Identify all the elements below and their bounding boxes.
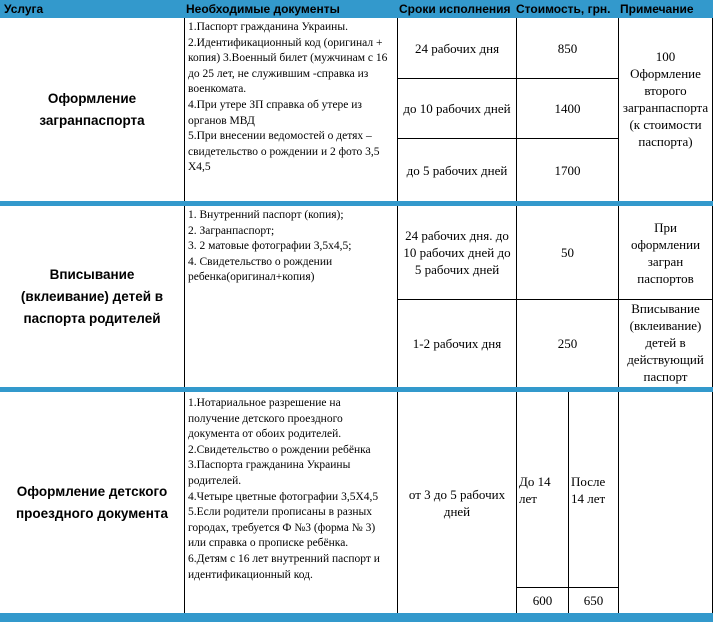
cost-value: 1700 [554, 162, 581, 178]
header-service: Услуга [4, 2, 44, 16]
grid-line [618, 392, 619, 613]
processing-term: 24 рабочих дня. до 10 рабочих дней до 5 рабочих дней [403, 228, 511, 277]
note-text: Вписывание (вклеивание) детей в действующий паспорт [627, 301, 704, 384]
processing-term: 1-2 рабочих дня [412, 336, 502, 351]
cost-value: 850 [557, 40, 578, 56]
cost-value: 650 [583, 593, 604, 608]
header-note: Примечание [620, 2, 694, 16]
section-separator [0, 613, 713, 622]
header-terms: Сроки исполнения [399, 2, 511, 16]
processing-term: 24 рабочих дня [414, 40, 500, 56]
note-text: 100 Оформление второго загранпаспорта (к стоимости паспорта) [622, 49, 709, 149]
service-name: Вписывание (вклеивание) детей в паспорта родителей [20, 266, 164, 326]
header-cost: Стоимость, грн. [516, 2, 611, 16]
required-documents: 1.Паспорт гражданина Украины. 2.Идентификационный код (оригинал + копия) 3.Военный билет (мужчинам с 16 до 25 лет, не служившим -справка из военкомата. 4.При утере ЗП справка об утере из органов МВД 5.При внесении ведомостей о детях – свидетельство о рождении и 2 фото 3,5 Х4,5 [188, 21, 388, 174]
age-group-label: До 14 лет [519, 473, 551, 506]
required-documents: 1. Внутренний паспорт (копия); 2. Загранпаспорт; 3. 2 матовые фотографии 3,5х4,5; 4. Свидетельство о рождении ребенка(оригинал+копия) [188, 209, 352, 284]
required-documents: 1.Нотариальное разрешение на получение детского проездного документа от обоих родителей. 2.Свидетельство о рождении ребёнка 3.Паспорта гражданина Украины родителей. 4.Четыре цветные фотографии 3,5Х4,5 5.Если родители прописаны в разных городах, требуется Ф №3 (форма № 3) или справка о прописке ребёнка. 6.Детям с 16 лет внутренний паспорт и идентификационный код. [188, 397, 380, 581]
processing-term: до 5 рабочих дней [406, 162, 508, 178]
processing-term: до 10 рабочих дней [403, 101, 511, 116]
service-name: Оформление детского проездного документа [16, 483, 168, 521]
processing-term: от 3 до 5 рабочих дней [408, 486, 506, 519]
age-group-label: После 14 лет [571, 473, 606, 506]
cost-value: 1400 [554, 101, 581, 116]
note-text: При оформлении загран паспортов [630, 219, 701, 286]
cost-value: 600 [532, 593, 553, 608]
cost-value: 250 [557, 336, 578, 351]
header-documents: Необходимые документы [186, 2, 340, 16]
cost-value: 50 [561, 245, 574, 260]
service-name: Оформление загранпаспорта [39, 90, 145, 128]
